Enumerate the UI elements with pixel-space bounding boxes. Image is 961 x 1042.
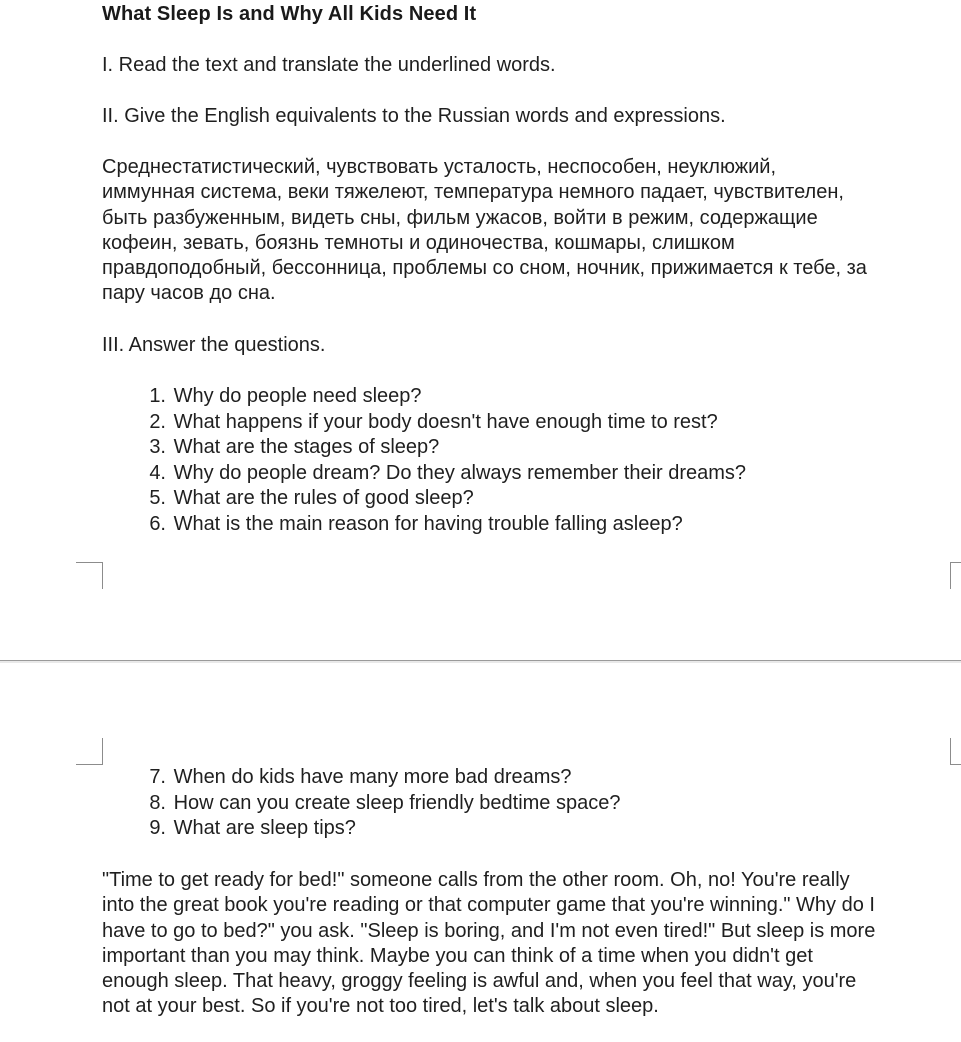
russian-line: правдоподобный, бессонница, проблемы со сном, ночник, прижимается к тебе, за xyxy=(102,257,867,280)
question-item: 2. What happens if your body doesn't have enough time to rest? xyxy=(149,410,718,433)
russian-line: пару часов до сна. xyxy=(102,282,276,305)
question-item: 4. Why do people dream? Do they always remember their dreams? xyxy=(149,461,747,484)
question-item: 1. Why do people need sleep? xyxy=(149,385,422,407)
question-item: 6. What is the main reason for having trouble falling asleep? xyxy=(149,512,683,535)
story-paragraph xyxy=(102,868,961,1020)
task-1-instruction: I. Read the text and translate the underlined words. xyxy=(102,54,556,76)
questions-list-page-1 xyxy=(120,384,746,537)
story-line: not at your best. So if you're not too tired, let's talk about sleep. xyxy=(102,995,659,1018)
question-item: 7. When do kids have many more bad dreams? xyxy=(149,766,572,788)
story-line: important than you may think. Maybe you can think of a time when you didn't get xyxy=(102,944,813,967)
task-2-instruction: II. Give the English equivalents to the Russian words and expressions. xyxy=(102,105,726,127)
task-3-instruction: III. Answer the questions. xyxy=(102,334,326,356)
question-item: 9. What are sleep tips? xyxy=(149,817,356,839)
story-line: have to go to bed?" you ask. "Sleep is boring, and I'm not even tired!" But sleep is more xyxy=(102,919,876,942)
page-margin-corner-mark xyxy=(950,562,961,589)
story-line: "Time to get ready for bed!" someone calls from the other room. Oh, no! You're really xyxy=(102,869,850,891)
story-line: into the great book you're reading or that computer game that you're winning." Why do I xyxy=(102,894,875,917)
page-margin-corner-mark xyxy=(76,738,103,765)
russian-vocabulary-paragraph xyxy=(102,155,961,307)
question-item: 8. How can you create sleep friendly bedtime space? xyxy=(149,791,621,814)
page-margin-corner-mark xyxy=(76,562,103,589)
russian-line: иммунная система, веки тяжелеют, температура немного падает, чувствителен, xyxy=(102,181,844,204)
russian-line: быть разбуженным, видеть сны, фильм ужасов, войти в режим, содержащие xyxy=(102,206,818,229)
document-title: What Sleep Is and Why All Kids Need It xyxy=(102,3,477,25)
questions-list-page-2 xyxy=(120,765,620,842)
story-line: enough sleep. That heavy, groggy feeling is awful and, when you feel that way, you're xyxy=(102,970,857,993)
question-item: 3. What are the stages of sleep? xyxy=(149,436,440,458)
russian-line: кофеин, зевать, боязнь темноты и одиночества, кошмары, слишком xyxy=(102,231,735,254)
page-margin-corner-mark xyxy=(950,738,961,765)
russian-line: Среднестатистический, чувствовать усталость, неспособен, неуклюжий, xyxy=(102,156,777,178)
question-item: 5. What are the rules of good sleep? xyxy=(149,487,474,509)
